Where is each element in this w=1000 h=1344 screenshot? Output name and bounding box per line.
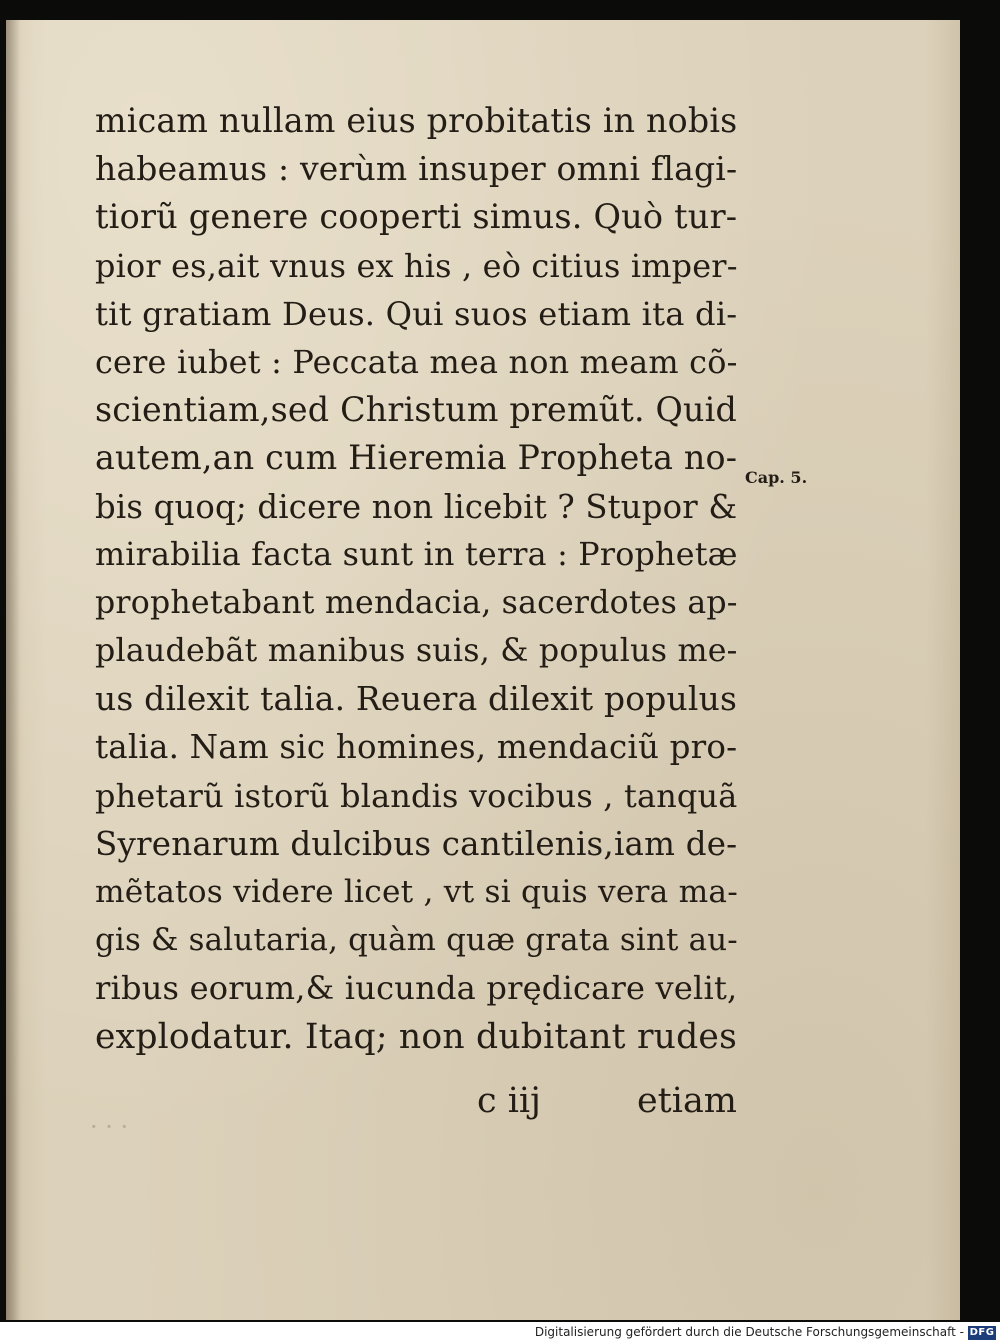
- text-line-14: talia. Nam sic homines, mendaciũ pro-: [95, 728, 738, 767]
- dfg-logo-icon: DFG: [969, 1327, 995, 1338]
- text-line-20: explodatur. Itaq; non dubitant rudes: [95, 1016, 737, 1057]
- text-line-4: pior es,ait vnus ex his , eò citius imper-: [95, 246, 738, 285]
- text-line-15: phetarũ istorũ blandis vocibus , tanquã: [95, 776, 738, 815]
- text-line-5: tit gratiam Deus. Qui suos etiam ita di-: [95, 294, 738, 333]
- text-line-1: micam nullam eius probitatis in nobis: [95, 101, 738, 140]
- digitization-footer: [0, 1322, 1000, 1344]
- text-line-17: mẽtatos videre licet , vt si quis vera ma-: [95, 874, 738, 910]
- text-line-2: habeamus : verùm insuper omni flagi-: [95, 149, 738, 189]
- signature-mark: c iij: [477, 1081, 541, 1121]
- show-through-bleed: · · ·: [90, 1113, 129, 1141]
- text-line-16: Syrenarum dulcibus cantilenis,iam de-: [95, 824, 738, 863]
- text-line-8: autem,an cum Hieremia Propheta no-: [95, 438, 738, 478]
- text-line-11: prophetabant mendacia, sacerdotes ap-: [95, 584, 738, 621]
- text-line-6: cere iubet : Peccata mea non meam cõ-: [95, 342, 738, 381]
- footer-credit-text: Digitalisierung gefördert durch die Deutsche Forschungsgemeinschaft -: [534, 1325, 964, 1339]
- text-line-12: plaudebãt manibus suis, & populus me-: [95, 633, 738, 670]
- margin-note-chapter: Cap. 5.: [745, 468, 808, 487]
- gutter-shadow: [6, 20, 20, 1320]
- catchword: etiam: [636, 1081, 737, 1121]
- text-line-3: tiorũ genere cooperti simus. Quò tur-: [95, 197, 738, 237]
- text-line-19: ribus eorum,& iucunda prędicare velit,: [95, 969, 738, 1008]
- text-line-10: mirabilia facta sunt in terra : Prophetæ: [95, 536, 738, 573]
- text-line-9: bis quoq; dicere non licebit ? Stupor &: [95, 487, 738, 526]
- text-line-7: scientiam,sed Christum premũt. Quid: [95, 390, 738, 430]
- signature-line: [95, 1081, 737, 1125]
- page-body-text: [95, 97, 745, 1061]
- text-line-18: gis & salutaria, quàm quæ grata sint au-: [95, 922, 738, 959]
- text-line-13: us dilexit talia. Reuera dilexit populus: [95, 679, 738, 719]
